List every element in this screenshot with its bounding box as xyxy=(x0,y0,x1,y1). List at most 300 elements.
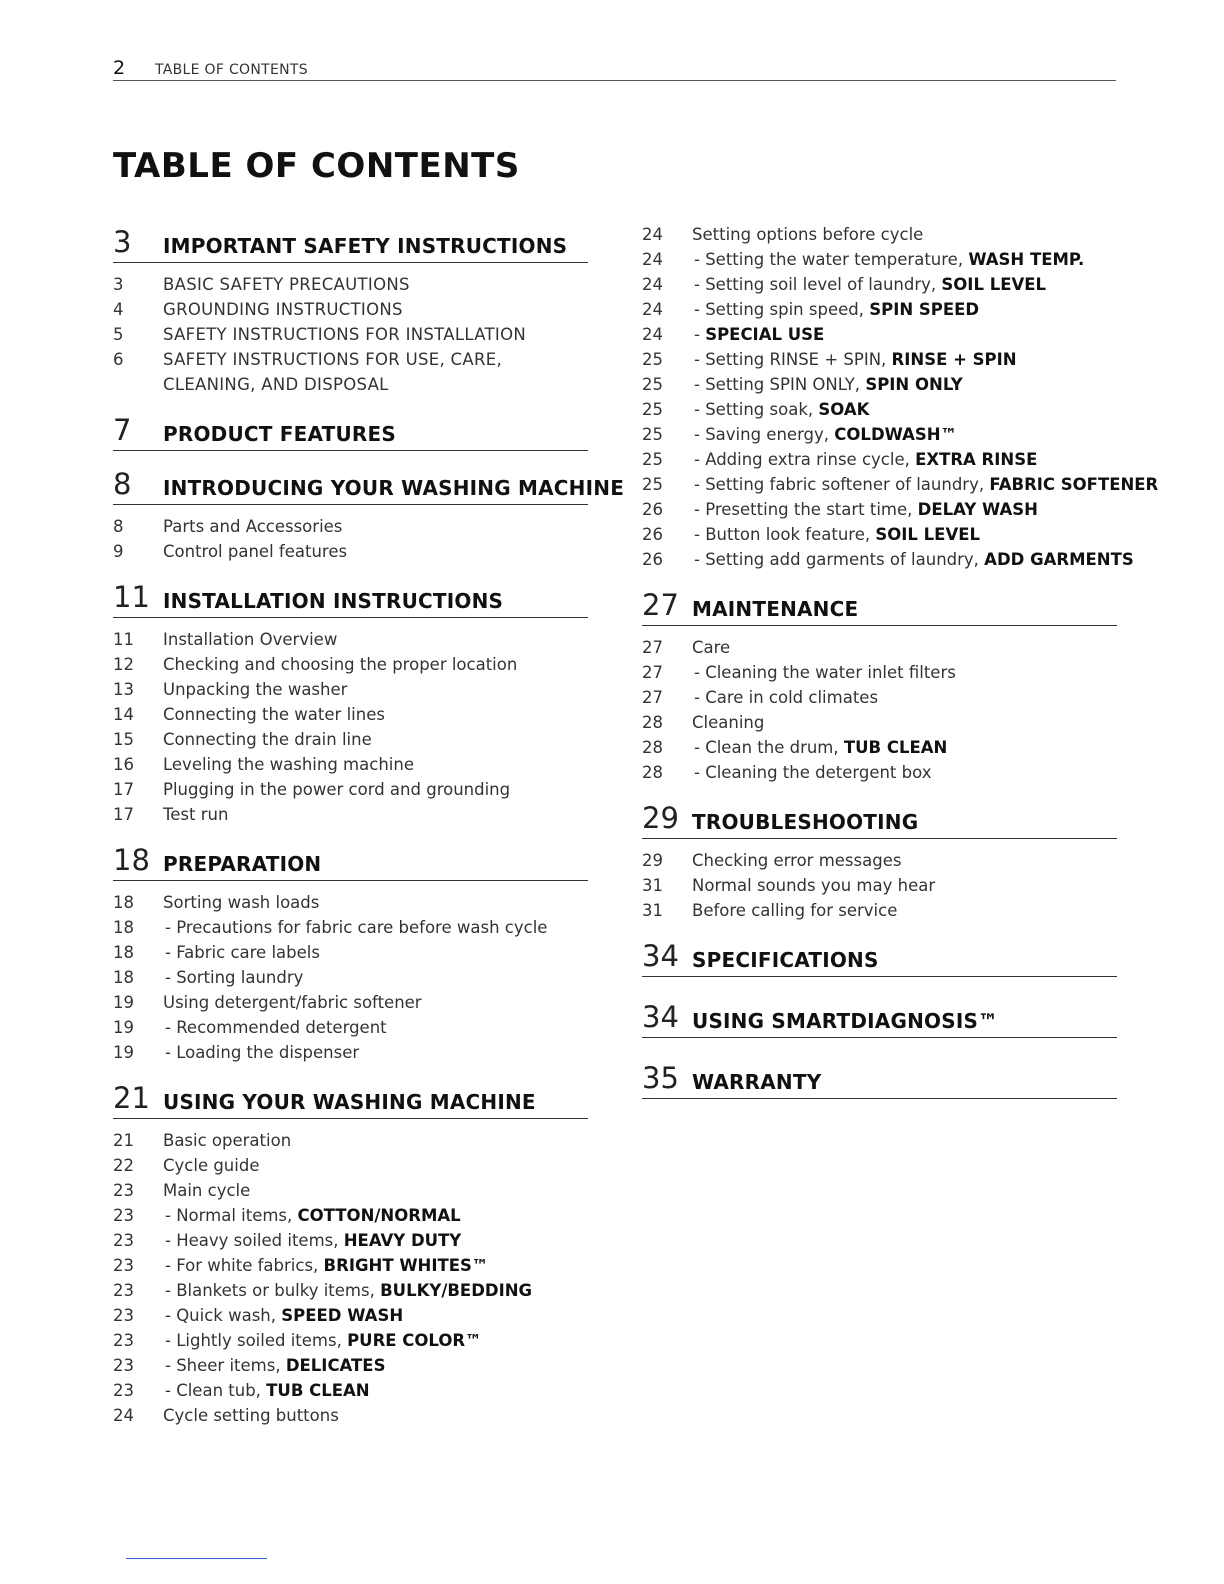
toc-entry-text xyxy=(694,735,1117,760)
toc-entry[interactable] xyxy=(113,347,588,372)
toc-entry-emphasis: SPEED WASH xyxy=(281,1306,404,1325)
toc-entry-label: Control panel features xyxy=(163,542,348,561)
toc-entry-emphasis: DELICATES xyxy=(285,1356,386,1375)
toc-entry-text xyxy=(163,1128,588,1153)
toc-entry-page: 25 xyxy=(642,400,663,419)
toc-entry-text xyxy=(694,447,1117,472)
toc-entry-label: - Presetting the start time, xyxy=(694,500,918,519)
toc-entry[interactable] xyxy=(113,890,588,915)
toc-entry-text xyxy=(694,660,1117,685)
toc-entry[interactable] xyxy=(642,222,1117,247)
toc-section-title: USING SMARTDIAGNOSIS™ xyxy=(692,1009,999,1033)
toc-entry-page: 27 xyxy=(642,688,663,707)
toc-entry-emphasis: RINSE + SPIN xyxy=(891,350,1017,369)
toc-entry-text xyxy=(163,990,588,1015)
toc-entry-label: - Normal items, xyxy=(165,1206,298,1225)
toc-entry-text xyxy=(163,1403,588,1428)
toc-entry[interactable] xyxy=(642,322,1117,347)
toc-entry-page: 31 xyxy=(642,876,663,895)
toc-entry-label: - Setting SPIN ONLY, xyxy=(694,375,866,394)
toc-entry-label: - Clean tub, xyxy=(165,1381,267,1400)
toc-entry-label: Basic operation xyxy=(163,1131,292,1150)
toc-section-header[interactable] xyxy=(642,997,1117,1038)
toc-entry-text xyxy=(165,1353,588,1378)
toc-section-header[interactable] xyxy=(113,1078,588,1119)
toc-entry[interactable] xyxy=(642,497,1117,522)
toc-entry-label: - Precautions for fabric care before wash cycle xyxy=(165,918,548,937)
toc-entry[interactable] xyxy=(642,898,1117,923)
page-number: 2 xyxy=(113,57,126,79)
toc-entry-page: 25 xyxy=(642,475,663,494)
toc-entry-page: 18 xyxy=(113,893,134,912)
toc-entry-label: BASIC SAFETY PRECAUTIONS xyxy=(163,275,410,294)
toc-entry-text xyxy=(163,297,588,322)
toc-entry-page: 9 xyxy=(113,542,124,561)
toc-section-title: PRODUCT FEATURES xyxy=(163,422,396,446)
toc-section xyxy=(113,577,588,827)
toc-entry-text xyxy=(694,272,1117,297)
toc-section-number: 21 xyxy=(113,1081,150,1115)
toc-entry-label: - Loading the dispenser xyxy=(165,1043,360,1062)
toc-entry[interactable] xyxy=(642,472,1159,497)
toc-entry-label: - Setting add garments of laundry, xyxy=(694,550,985,569)
toc-entry-emphasis: FABRIC SOFTENER xyxy=(989,475,1159,494)
toc-entry-label: - xyxy=(694,325,706,344)
toc-entry-label: - Setting soil level of laundry, xyxy=(694,275,942,294)
toc-section xyxy=(642,936,1117,977)
toc-entry-page: 14 xyxy=(113,705,134,724)
toc-entry-text xyxy=(165,1253,588,1278)
toc-entry[interactable] xyxy=(113,940,588,965)
toc-entry-page: 23 xyxy=(113,1231,134,1250)
toc-entry-text xyxy=(163,727,588,752)
toc-entry[interactable] xyxy=(642,685,1117,710)
toc-entry-label: Cleaning xyxy=(692,713,765,732)
toc-entry-text xyxy=(692,898,1117,923)
toc-entry-label: - For white fabrics, xyxy=(165,1256,324,1275)
toc-entry[interactable] xyxy=(642,347,1117,372)
toc-entry-page: 22 xyxy=(113,1156,134,1175)
toc-section-header[interactable] xyxy=(642,936,1117,977)
toc-entry-label: Checking and choosing the proper location xyxy=(163,655,518,674)
toc-entry-page: 25 xyxy=(642,450,663,469)
toc-entry[interactable] xyxy=(642,447,1117,472)
toc-entry-text xyxy=(165,940,588,965)
toc-entry-text xyxy=(694,372,1117,397)
toc-entry-text xyxy=(692,873,1117,898)
toc-section-number: 27 xyxy=(642,588,679,622)
toc-entry-text xyxy=(163,1153,588,1178)
toc-entry-emphasis: SOAK xyxy=(818,400,870,419)
toc-entry-text xyxy=(694,522,1117,547)
toc-entry[interactable] xyxy=(642,735,1117,760)
toc-entry-page: 18 xyxy=(113,943,134,962)
toc-entry-page: 24 xyxy=(642,275,663,294)
toc-entry-page: 15 xyxy=(113,730,134,749)
toc-section xyxy=(642,997,1117,1038)
toc-entry-label: Before calling for service xyxy=(692,901,898,920)
toc-entry-label: Unpacking the washer xyxy=(163,680,348,699)
toc-entry-label: Plugging in the power cord and grounding xyxy=(163,780,511,799)
toc-section-title: WARRANTY xyxy=(692,1070,822,1094)
toc-entry[interactable] xyxy=(113,1228,588,1253)
toc-entry-page: 17 xyxy=(113,805,134,824)
toc-section-number: 8 xyxy=(113,467,132,501)
toc-entry-label: - Heavy soiled items, xyxy=(165,1231,344,1250)
toc-section-header[interactable] xyxy=(642,1058,1117,1099)
toc-entry-label: Checking error messages xyxy=(692,851,902,870)
toc-entry-emphasis: WASH TEMP. xyxy=(968,250,1085,269)
toc-entry-text xyxy=(165,1328,588,1353)
toc-entry-page: 3 xyxy=(113,275,124,294)
toc-entry[interactable] xyxy=(642,297,1117,322)
toc-entry[interactable] xyxy=(113,1203,588,1228)
toc-entry-emphasis: BRIGHT WHITES™ xyxy=(323,1256,489,1275)
toc-entry-emphasis: PURE COLOR™ xyxy=(347,1331,482,1350)
toc-section-number: 29 xyxy=(642,801,679,835)
toc-section-header[interactable] xyxy=(113,464,625,505)
toc-entry[interactable] xyxy=(113,1253,588,1278)
toc-entry[interactable] xyxy=(113,1378,588,1403)
toc-entry[interactable] xyxy=(113,802,588,827)
toc-entry-emphasis: DELAY WASH xyxy=(917,500,1038,519)
toc-entry-text xyxy=(694,472,1159,497)
toc-entry-text xyxy=(165,1278,588,1303)
toc-entry[interactable] xyxy=(642,848,1117,873)
toc-right-column xyxy=(642,222,1159,1108)
toc-entry-label: Leveling the washing machine xyxy=(163,755,414,774)
toc-entry[interactable] xyxy=(113,539,588,564)
toc-entry[interactable] xyxy=(642,272,1117,297)
toc-entry-emphasis: TUB CLEAN xyxy=(266,1381,370,1400)
toc-entry[interactable] xyxy=(642,397,1117,422)
toc-section-title: INTRODUCING YOUR WASHING MACHINE xyxy=(163,476,625,500)
toc-entry[interactable] xyxy=(113,965,588,990)
toc-entry-page: 23 xyxy=(113,1331,134,1350)
toc-entry-label: - Clean the drum, xyxy=(694,738,844,757)
toc-entry-text xyxy=(694,760,1117,785)
toc-entry[interactable] xyxy=(642,372,1117,397)
toc-entry-page: 12 xyxy=(113,655,134,674)
toc-entry-label: Sorting wash loads xyxy=(163,893,320,912)
toc-entry-text xyxy=(165,1378,588,1403)
toc-section-title: PREPARATION xyxy=(163,852,322,876)
toc-entry[interactable] xyxy=(113,1278,588,1303)
toc-entry-label: - Adding extra rinse cycle, xyxy=(694,450,916,469)
toc-entry-text xyxy=(163,752,588,777)
toc-entry-text xyxy=(694,347,1117,372)
toc-entry-text xyxy=(163,677,588,702)
toc-entry-page: 24 xyxy=(642,250,663,269)
toc-entry-label: Normal sounds you may hear xyxy=(692,876,936,895)
toc-section-title: USING YOUR WASHING MACHINE xyxy=(163,1090,536,1114)
toc-entry-label: - Setting spin speed, xyxy=(694,300,870,319)
toc-entry-text xyxy=(694,397,1117,422)
toc-entry-text xyxy=(692,222,1117,247)
toc-entry-label: Test run xyxy=(163,805,229,824)
toc-entry-page: 23 xyxy=(113,1181,134,1200)
toc-entry-label: - Cleaning the detergent box xyxy=(694,763,932,782)
running-header xyxy=(113,58,1116,81)
toc-entry-page: 24 xyxy=(642,325,663,344)
toc-entry-text xyxy=(692,848,1117,873)
toc-entry[interactable] xyxy=(113,677,588,702)
toc-entry[interactable] xyxy=(113,372,588,397)
toc-entry-text xyxy=(692,635,1117,660)
toc-entry-label: CLEANING, AND DISPOSAL xyxy=(163,375,389,394)
toc-entry-page: 21 xyxy=(113,1131,134,1150)
toc-entry[interactable] xyxy=(113,1040,588,1065)
toc-entry-label: - Setting fabric softener of laundry, xyxy=(694,475,990,494)
toc-entry-emphasis: COLDWASH™ xyxy=(834,425,958,444)
toc-entry-text xyxy=(163,627,588,652)
toc-entry-emphasis: COTTON/NORMAL xyxy=(297,1206,461,1225)
toc-section xyxy=(113,1078,588,1428)
toc-entry[interactable] xyxy=(642,760,1117,785)
toc-entry-label: - Button look feature, xyxy=(694,525,876,544)
toc-section xyxy=(113,410,588,451)
toc-entry-page: 4 xyxy=(113,300,124,319)
toc-entry-page: 24 xyxy=(642,225,663,244)
toc-entry-page: 24 xyxy=(642,300,663,319)
toc-entry[interactable] xyxy=(642,522,1117,547)
toc-entry[interactable] xyxy=(642,710,1117,735)
toc-entry-text xyxy=(163,514,588,539)
toc-section-header[interactable] xyxy=(113,410,588,451)
toc-entry-label: Connecting the drain line xyxy=(163,730,372,749)
toc-entry-text xyxy=(163,702,588,727)
toc-entry-text xyxy=(163,802,588,827)
toc-entry-text xyxy=(694,685,1117,710)
toc-entry-text xyxy=(165,1040,588,1065)
toc-entry-text xyxy=(694,297,1117,322)
toc-entry[interactable] xyxy=(642,247,1117,272)
toc-entry[interactable] xyxy=(113,1128,588,1153)
toc-entry-label: Installation Overview xyxy=(163,630,338,649)
toc-section xyxy=(642,585,1117,785)
toc-entry-label: Care xyxy=(692,638,731,657)
toc-section xyxy=(642,798,1117,923)
toc-section-header[interactable] xyxy=(113,577,588,618)
toc-entry[interactable] xyxy=(113,297,588,322)
toc-entry-page: 19 xyxy=(113,993,134,1012)
toc-section xyxy=(113,222,588,397)
toc-entry-label: - Sorting laundry xyxy=(165,968,304,987)
toc-entry-text xyxy=(165,1203,588,1228)
toc-entry-label: SAFETY INSTRUCTIONS FOR INSTALLATION xyxy=(163,325,527,344)
toc-entry-emphasis: SPIN ONLY xyxy=(865,375,963,394)
toc-entry-page: 23 xyxy=(113,1256,134,1275)
toc-entry-page: 18 xyxy=(113,968,134,987)
page-title: TABLE OF CONTENTS xyxy=(113,146,520,186)
toc-entry-page: 25 xyxy=(642,425,663,444)
toc-section-number: 34 xyxy=(642,939,679,973)
toc-entry-text xyxy=(694,247,1117,272)
toc-section-title: TROUBLESHOOTING xyxy=(692,810,919,834)
toc-section-header[interactable] xyxy=(113,840,588,881)
toc-entry-label: Parts and Accessories xyxy=(163,517,343,536)
toc-entry-page: 23 xyxy=(113,1381,134,1400)
toc-section-number: 18 xyxy=(113,843,150,877)
toc-entry-label: - Recommended detergent xyxy=(165,1018,387,1037)
toc-entry-page: 6 xyxy=(113,350,124,369)
toc-entry-page: 28 xyxy=(642,738,663,757)
toc-entry-label: - Cleaning the water inlet filters xyxy=(694,663,956,682)
toc-entry[interactable] xyxy=(113,627,588,652)
toc-entry-page: 19 xyxy=(113,1043,134,1062)
toc-section xyxy=(113,464,625,564)
running-title: TABLE OF CONTENTS xyxy=(155,62,308,78)
toc-entry-label: - Setting soak, xyxy=(694,400,819,419)
toc-entry-page: 25 xyxy=(642,350,663,369)
toc-entry-page: 31 xyxy=(642,901,663,920)
toc-entry[interactable] xyxy=(113,777,588,802)
toc-section-title: INSTALLATION INSTRUCTIONS xyxy=(163,589,504,613)
toc-entry-text xyxy=(165,1015,588,1040)
toc-entry-text xyxy=(694,322,1117,347)
toc-entry-text xyxy=(163,890,588,915)
toc-entry-label: - Care in cold climates xyxy=(694,688,879,707)
toc-entry[interactable] xyxy=(642,422,1117,447)
toc-entry-page: 5 xyxy=(113,325,124,344)
toc-entry-page: 16 xyxy=(113,755,134,774)
toc-entry[interactable] xyxy=(113,990,588,1015)
toc-entry-text xyxy=(163,372,588,397)
toc-entry[interactable] xyxy=(113,322,588,347)
toc-entry[interactable] xyxy=(642,660,1117,685)
toc-entry-text xyxy=(163,272,588,297)
toc-entry[interactable] xyxy=(113,915,588,940)
toc-entry-label: - Sheer items, xyxy=(165,1356,286,1375)
toc-entry-text xyxy=(163,322,588,347)
toc-entry[interactable] xyxy=(113,1303,588,1328)
toc-entry-page: 11 xyxy=(113,630,134,649)
toc-entry-page: 8 xyxy=(113,517,124,536)
toc-entry[interactable] xyxy=(113,1015,588,1040)
toc-entry-text xyxy=(165,915,588,940)
toc-section-number: 34 xyxy=(642,1000,679,1034)
toc-entry-text xyxy=(163,1178,588,1203)
toc-entry-emphasis: BULKY/BEDDING xyxy=(380,1281,533,1300)
toc-entry-label: Connecting the water lines xyxy=(163,705,385,724)
toc-entry[interactable] xyxy=(113,514,588,539)
toc-entry-label: - Fabric care labels xyxy=(165,943,320,962)
toc-entry-label: - Lightly soiled items, xyxy=(165,1331,348,1350)
toc-entry[interactable] xyxy=(113,272,588,297)
toc-entry-text xyxy=(694,422,1117,447)
toc-entry-text xyxy=(165,1303,588,1328)
toc-continued-entries xyxy=(642,222,1159,572)
toc-entry-page: 29 xyxy=(642,851,663,870)
toc-entry-label: - Setting the water temperature, xyxy=(694,250,969,269)
toc-entry-text xyxy=(165,965,588,990)
toc-entry-page: 24 xyxy=(113,1406,134,1425)
toc-entry[interactable] xyxy=(642,547,1134,572)
toc-entry[interactable] xyxy=(113,1328,588,1353)
toc-entry-text xyxy=(163,652,588,677)
toc-entry-page: 17 xyxy=(113,780,134,799)
toc-entry-page: 25 xyxy=(642,375,663,394)
toc-entry-emphasis: TUB CLEAN xyxy=(843,738,948,757)
toc-section-header[interactable] xyxy=(113,222,588,263)
toc-entry-emphasis: HEAVY DUTY xyxy=(343,1231,462,1250)
toc-entry[interactable] xyxy=(113,1153,588,1178)
toc-entry-emphasis: EXTRA RINSE xyxy=(915,450,1038,469)
toc-entry[interactable] xyxy=(642,635,1117,660)
toc-entry-page: 26 xyxy=(642,525,663,544)
toc-entry-label: Main cycle xyxy=(163,1181,251,1200)
toc-entry-text xyxy=(692,710,1117,735)
toc-entry-page: 26 xyxy=(642,550,663,569)
toc-section-title: MAINTENANCE xyxy=(692,597,859,621)
toc-section-number: 3 xyxy=(113,225,132,259)
toc-entry-label: GROUNDING INSTRUCTIONS xyxy=(163,300,403,319)
toc-entry-page: 26 xyxy=(642,500,663,519)
toc-entry[interactable] xyxy=(113,652,588,677)
toc-section xyxy=(113,840,588,1065)
toc-entry[interactable] xyxy=(113,1403,588,1428)
toc-section-header[interactable] xyxy=(642,798,1117,839)
toc-entry-label: Using detergent/fabric softener xyxy=(163,993,422,1012)
toc-entry-label: SAFETY INSTRUCTIONS FOR USE, CARE, xyxy=(163,350,502,369)
toc-entry-page: 19 xyxy=(113,1018,134,1037)
toc-entry[interactable] xyxy=(642,873,1117,898)
toc-entry-page: 23 xyxy=(113,1206,134,1225)
toc-section-title: SPECIFICATIONS xyxy=(692,948,879,972)
toc-entry-emphasis: SPIN SPEED xyxy=(869,300,980,319)
toc-section-number: 11 xyxy=(113,580,150,614)
toc-entry-text xyxy=(163,347,588,372)
toc-entry-emphasis: SOIL LEVEL xyxy=(875,525,981,544)
footer-rule xyxy=(126,1558,267,1559)
toc-entry-text xyxy=(163,539,588,564)
toc-entry-label: Setting options before cycle xyxy=(692,225,924,244)
toc-entry-emphasis: SOIL LEVEL xyxy=(941,275,1047,294)
toc-section-number: 7 xyxy=(113,413,132,447)
toc-entry-page: 28 xyxy=(642,713,663,732)
toc-entry[interactable] xyxy=(113,702,588,727)
toc-entry[interactable] xyxy=(113,727,588,752)
toc-left-column xyxy=(113,222,625,1428)
toc-entry[interactable] xyxy=(113,752,588,777)
toc-section-number: 35 xyxy=(642,1061,679,1095)
toc-entry-label: - Blankets or bulky items, xyxy=(165,1281,381,1300)
toc-entry-page: 27 xyxy=(642,638,663,657)
toc-entry-text xyxy=(163,777,588,802)
toc-entry-label: Cycle guide xyxy=(163,1156,260,1175)
toc-entry-page: 18 xyxy=(113,918,134,937)
toc-entry-page: 13 xyxy=(113,680,134,699)
toc-section-title: IMPORTANT SAFETY INSTRUCTIONS xyxy=(163,234,568,258)
toc-entry-page: 23 xyxy=(113,1356,134,1375)
toc-entry-page: 23 xyxy=(113,1281,134,1300)
toc-entry-text xyxy=(165,1228,588,1253)
toc-entry-label: - Saving energy, xyxy=(694,425,835,444)
toc-entry-page: 23 xyxy=(113,1306,134,1325)
toc-entry-page: 27 xyxy=(642,663,663,682)
toc-entry-label: Cycle setting buttons xyxy=(163,1406,339,1425)
toc-entry-emphasis: ADD GARMENTS xyxy=(984,550,1134,569)
toc-section xyxy=(642,1058,1117,1099)
toc-entry[interactable] xyxy=(113,1353,588,1378)
toc-entry-label: - Quick wash, xyxy=(165,1306,282,1325)
toc-section-header[interactable] xyxy=(642,585,1117,626)
toc-entry-text xyxy=(694,547,1134,572)
toc-entry-page: 28 xyxy=(642,763,663,782)
toc-entry-emphasis: SPECIAL USE xyxy=(705,325,825,344)
toc-entry[interactable] xyxy=(113,1178,588,1203)
toc-entry-text xyxy=(694,497,1117,522)
